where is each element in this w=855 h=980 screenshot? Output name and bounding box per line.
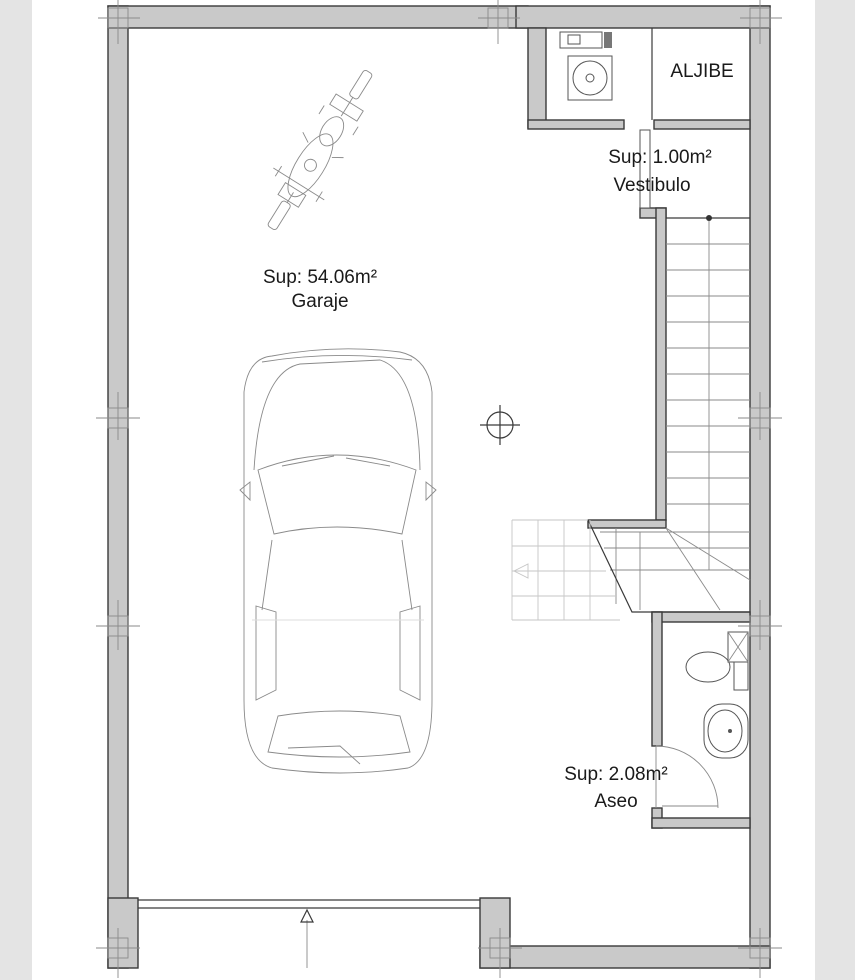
water-pump-icon: [560, 32, 612, 100]
wall-south-right: [480, 946, 770, 968]
left-margin: [0, 0, 32, 980]
wall-stair-west: [656, 208, 666, 520]
bathroom-name-label: Aseo: [594, 791, 638, 812]
cistern-name-label: ALJIBE: [670, 61, 734, 82]
stair-start-dot-icon: [706, 215, 712, 221]
wall-north-left: [108, 6, 528, 28]
wall-bath-south: [652, 818, 750, 828]
vestibule-area-label: Sup: 1.00m²: [608, 147, 712, 168]
vestibule-name-label: Vestibulo: [613, 175, 691, 196]
wall-north-right: [516, 6, 770, 28]
bathroom-area-label: Sup: 2.08m²: [564, 764, 668, 785]
wall-stair-south: [588, 520, 666, 528]
wall-cistern-south-b: [654, 120, 750, 129]
wall-west: [108, 6, 128, 968]
wall-south-left-jamb: [108, 898, 138, 968]
wall-bath-north: [652, 612, 750, 622]
vestibule-door: [640, 130, 650, 208]
wall-east: [750, 6, 770, 968]
right-margin: [815, 0, 855, 980]
wall-cistern-south-a: [528, 120, 624, 129]
washbasin-icon: [704, 704, 748, 758]
garage-name-label: Garaje: [291, 291, 349, 312]
wall-cistern-west: [528, 28, 546, 128]
wall-south-right-jamb: [480, 898, 510, 968]
shaft-icon: [728, 632, 748, 662]
garage-area-label: Sup: 54.06m²: [262, 267, 378, 288]
wall-bath-west: [652, 612, 662, 746]
